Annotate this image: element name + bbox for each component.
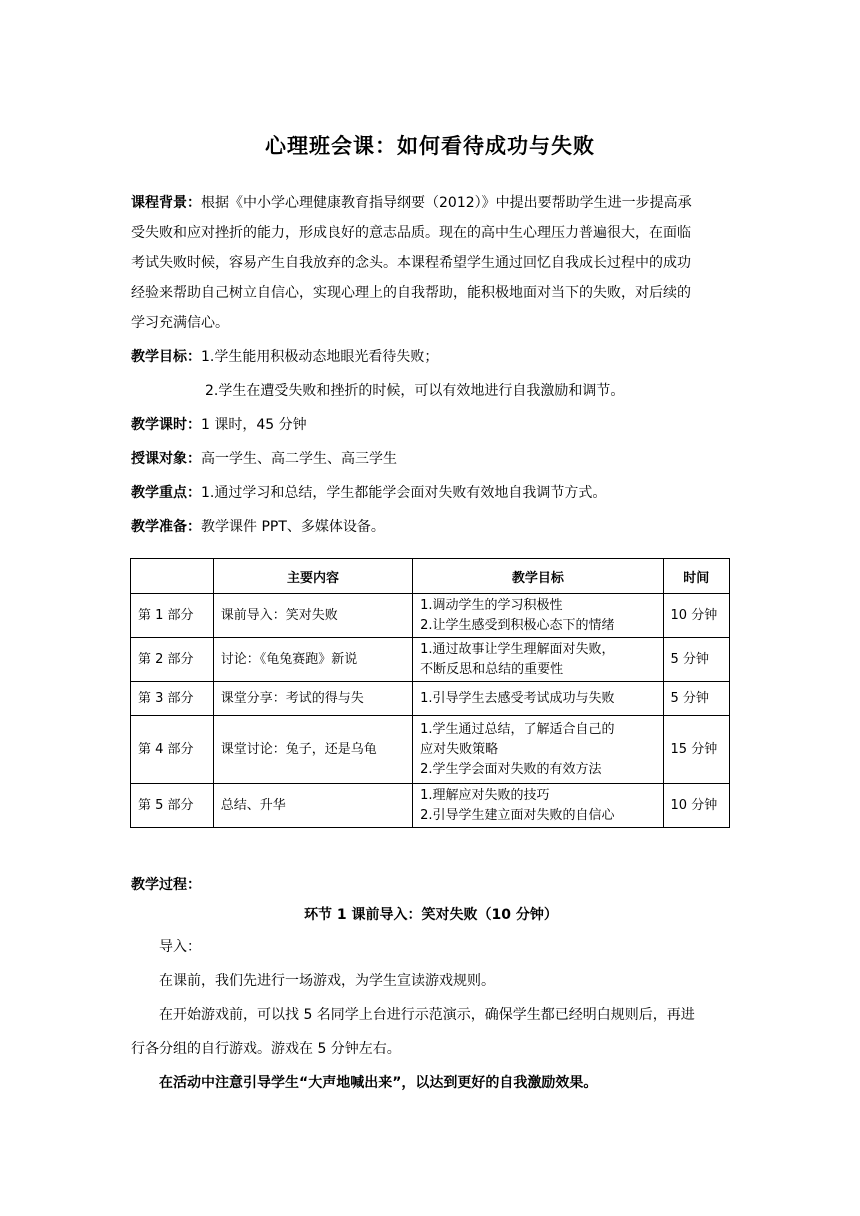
background-line: 考试失败时候，容易产生自我放弃的念头。本课程希望学生通过回忆自我成长过程中的成功: [131, 255, 691, 271]
goals-label: 教学目标：: [131, 349, 201, 365]
part-cell: 第 5 部分: [131, 784, 214, 828]
goal-line: 1.通过故事让学生理解面对失败，: [420, 641, 615, 657]
part-cell: 第 3 部分: [131, 682, 214, 716]
prep-value: 教学课件 PPT、多媒体设备。: [201, 519, 385, 535]
process-paragraph: 行各分组的自行游戏。游戏在 5 分钟左右。: [131, 1041, 401, 1057]
content-cell: 课前导入：笑对失败: [213, 594, 412, 638]
prep-label: 教学准备：: [131, 519, 201, 535]
time-cell: 10 分钟: [663, 594, 729, 638]
process-paragraph: 在课前，我们先进行一场游戏，为学生宣读游戏规则。: [159, 973, 495, 989]
goal-line: 应对失败策略: [420, 741, 499, 757]
content-cell: 课堂分享：考试的得与失: [213, 682, 412, 716]
goal-line: 1.引导学生去感受考试成功与失败: [420, 690, 615, 706]
process-paragraph: 在开始游戏前，可以找 5 名同学上台进行示范演示，确保学生都已经明白规则后，再进: [159, 1007, 695, 1023]
goals-cell: [413, 716, 663, 784]
goal-line: 2.让学生感受到积极心态下的情绪: [420, 617, 615, 633]
goals-cell: [413, 594, 663, 638]
goals-cell: [413, 638, 663, 682]
goal-line: 不断反思和总结的重要性: [420, 661, 564, 677]
table-row: [131, 594, 730, 638]
goal-line: 2.引导学生建立面对失败的自信心: [420, 807, 615, 823]
focus-label: 教学重点：: [131, 485, 201, 501]
background-line: 学习充满信心。: [131, 315, 229, 331]
table-row: [131, 784, 730, 828]
part-cell: 第 4 部分: [131, 716, 214, 784]
table-row: [131, 716, 730, 784]
audience-value: 高一学生、高二学生、高三学生: [201, 451, 397, 467]
goal-line: 1.理解应对失败的技巧: [420, 787, 550, 803]
audience-row: [131, 442, 731, 476]
goal-item: 1.学生能用积极动态地眼光看待失败；: [201, 349, 439, 365]
process-label: 教学过程：: [131, 877, 201, 893]
time-cell: 5 分钟: [663, 638, 729, 682]
content-cell: 讨论：《龟兔赛跑》新说: [213, 638, 412, 682]
part-cell: 第 1 部分: [131, 594, 214, 638]
goals-row-2: [131, 374, 731, 408]
goals-row: [131, 340, 731, 374]
focus-row: [131, 476, 731, 510]
process-paragraph: 导入：: [159, 939, 201, 955]
course-info: [131, 188, 731, 544]
prep-row: [131, 510, 731, 544]
duration-row: [131, 408, 731, 442]
time-cell: 10 分钟: [663, 784, 729, 828]
process-emphasis: 在活动中注意引导学生“大声地喊出来”，以达到更好的自我激励效果。: [159, 1075, 598, 1091]
background-line: 根据《中小学心理健康教育指导纲要（2012）》中提出要帮助学生进一步提高承: [201, 195, 692, 211]
part-cell: 第 2 部分: [131, 638, 214, 682]
goals-cell: [413, 784, 663, 828]
teaching-process: [131, 870, 731, 1100]
document-title: 心理班会课：如何看待成功与失败: [265, 134, 595, 158]
background-line: 经验来帮助自己树立自信心，实现心理上的自我帮助，能积极地面对当下的失败，对后续的: [131, 285, 691, 301]
duration-label: 教学课时：: [131, 417, 201, 433]
content-cell: 总结、升华: [213, 784, 412, 828]
table-row: [131, 638, 730, 682]
goal-line: 1.学生通过总结，了解适合自己的: [420, 721, 615, 737]
background-label: 课程背景：: [131, 195, 201, 211]
header-cell-part: [131, 559, 214, 594]
focus-value: 1.通过学习和总结，学生都能学会面对失败有效地自我调节方式。: [201, 485, 607, 501]
section-title: 环节 1 课前导入：笑对失败（10 分钟）: [304, 907, 558, 923]
background-line: 受失败和应对挫折的能力，形成良好的意志品质。现在的高中生心理压力普遍很大，在面临: [131, 225, 691, 241]
goals-cell: [413, 682, 663, 716]
table-row: [131, 682, 730, 716]
lesson-plan-table: [130, 558, 730, 828]
duration-value: 1 课时，45 分钟: [201, 417, 307, 433]
goal-line: 2.学生学会面对失败的有效方法: [420, 761, 602, 777]
content-cell: 课堂讨论：兔子，还是乌龟: [213, 716, 412, 784]
time-cell: 15 分钟: [663, 716, 729, 784]
goal-line: 1.调动学生的学习积极性: [420, 597, 563, 613]
table-header-row: [131, 559, 730, 594]
background-paragraph: [131, 188, 731, 338]
header-cell-time: 时间: [663, 559, 729, 594]
header-cell-goals: 教学目标: [413, 559, 663, 594]
audience-label: 授课对象：: [131, 451, 201, 467]
header-cell-content: 主要内容: [213, 559, 412, 594]
goal-item: 2.学生在遭受失败和挫折的时候，可以有效地进行自我激励和调节。: [205, 383, 625, 399]
time-cell: 5 分钟: [663, 682, 729, 716]
